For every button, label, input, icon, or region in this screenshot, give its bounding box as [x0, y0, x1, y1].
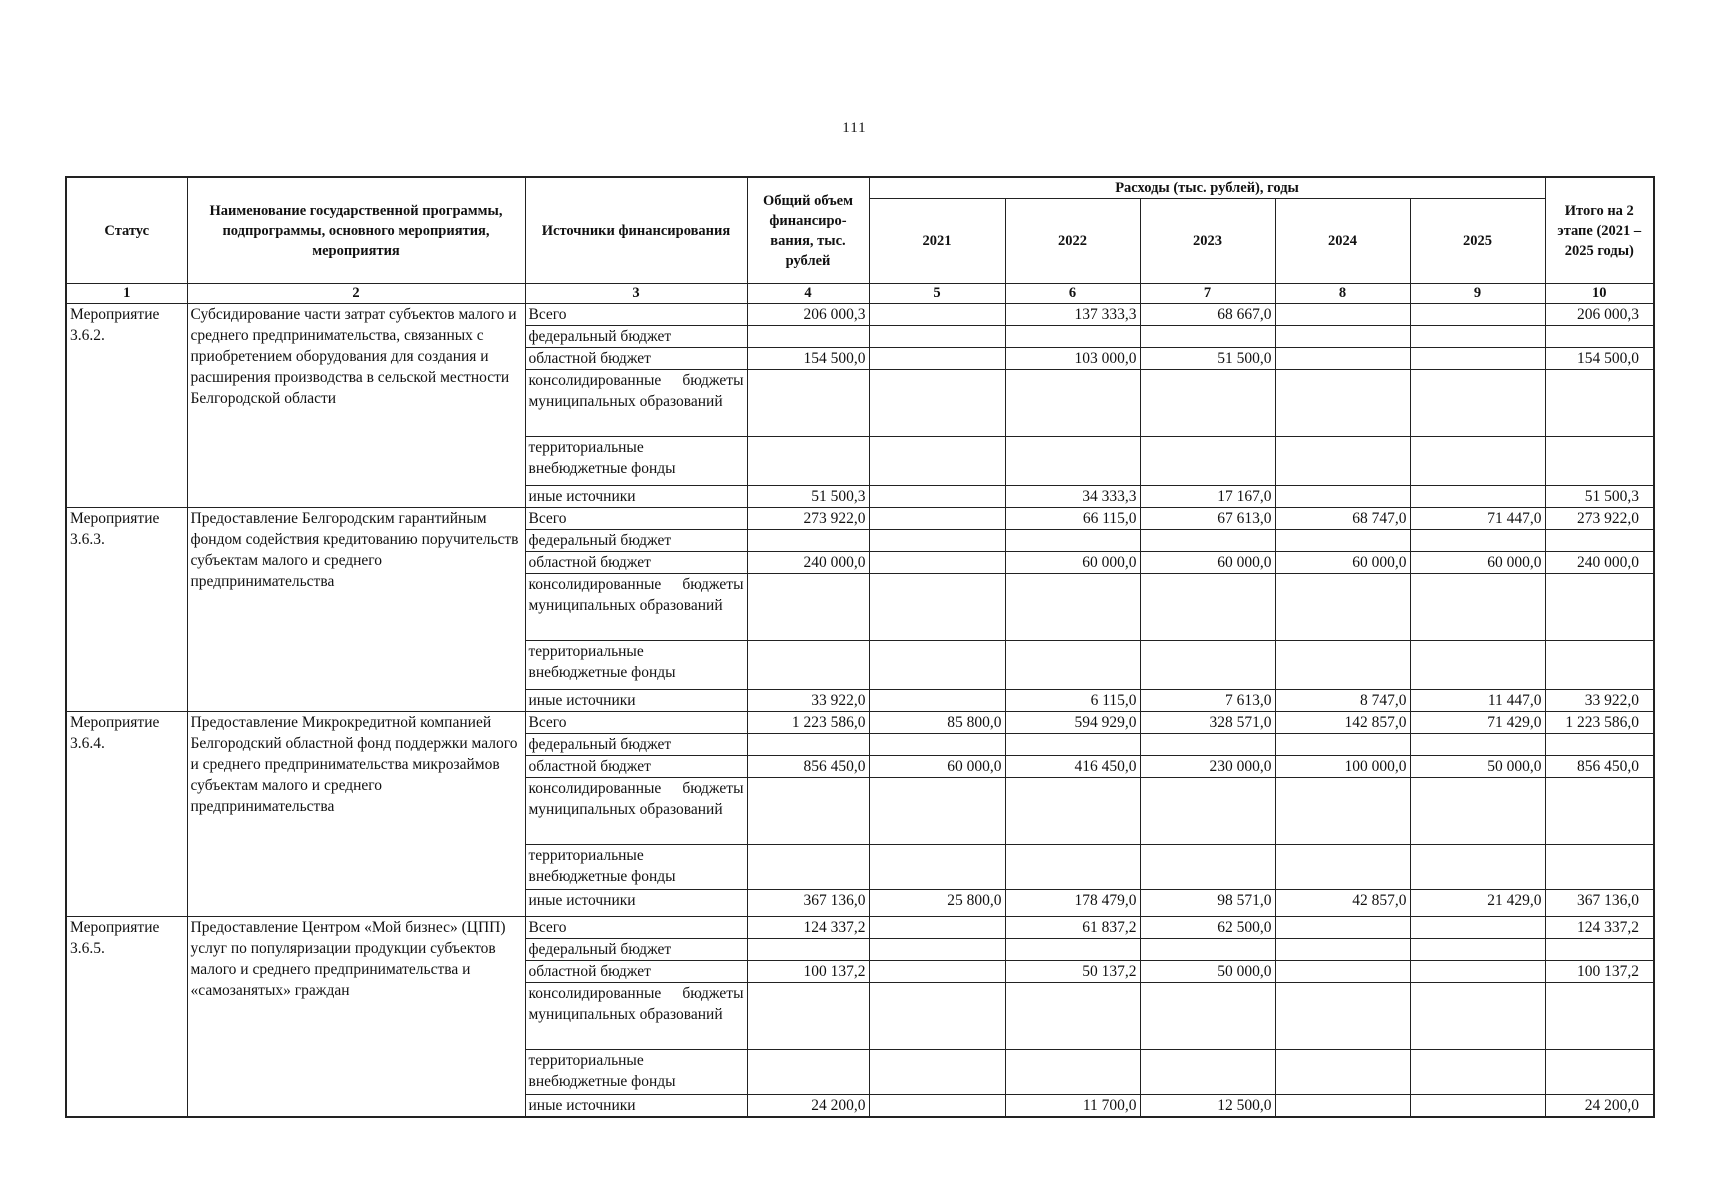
amount-cell — [1545, 437, 1654, 486]
amount-cell: 8 747,0 — [1275, 690, 1410, 712]
amount-cell — [869, 326, 1005, 348]
amount-cell — [1545, 574, 1654, 641]
amount-cell: 85 800,0 — [869, 712, 1005, 734]
column-numbers-row — [66, 284, 1654, 304]
funding-source-label: Всего — [525, 712, 747, 734]
amount-cell: 68 747,0 — [1275, 508, 1410, 530]
amount-cell — [1275, 917, 1410, 939]
table-row — [66, 508, 1654, 530]
table-row — [66, 304, 1654, 326]
amount-cell — [1275, 348, 1410, 370]
amount-cell — [869, 690, 1005, 712]
funding-source-label: областной бюджет — [525, 961, 747, 983]
header-year: 2021 — [869, 199, 1005, 284]
amount-cell: 51 500,3 — [747, 486, 869, 508]
amount-cell: 62 500,0 — [1140, 917, 1275, 939]
funding-source-label: территориальные внебюджетные фонды — [525, 641, 747, 690]
funding-source-label: Всего — [525, 508, 747, 530]
amount-cell: 154 500,0 — [1545, 348, 1654, 370]
header-expenses: Расходы (тыс. рублей), годы — [869, 177, 1545, 199]
amount-cell — [869, 961, 1005, 983]
amount-cell — [1410, 486, 1545, 508]
header-itogo: Итого на 2 этапе (2021 – 2025 годы) — [1545, 177, 1654, 284]
table-row — [66, 712, 1654, 734]
amount-cell: 273 922,0 — [1545, 508, 1654, 530]
amount-cell — [1275, 326, 1410, 348]
amount-cell — [869, 734, 1005, 756]
amount-cell — [1545, 530, 1654, 552]
amount-cell — [1410, 845, 1545, 890]
funding-source-label: консолидированные бюджеты муниципальных образований — [525, 778, 747, 845]
amount-cell — [747, 530, 869, 552]
amount-cell: 11 700,0 — [1005, 1095, 1140, 1118]
amount-cell: 61 837,2 — [1005, 917, 1140, 939]
funding-source-label: территориальные внебюджетные фонды — [525, 1050, 747, 1095]
amount-cell — [869, 508, 1005, 530]
amount-cell — [747, 734, 869, 756]
amount-cell — [1005, 734, 1140, 756]
amount-cell — [1005, 983, 1140, 1050]
measure-name: Предоставление Микрокредитной компанией Белгородский областной фонд поддержки малого и среднего предпринимательства микрозаймов субъектам малого и среднего предпринимательства — [187, 712, 525, 917]
funding-source-label: областной бюджет — [525, 552, 747, 574]
amount-cell — [869, 552, 1005, 574]
amount-cell — [869, 939, 1005, 961]
header-name: Наименование государственной программы, подпрограммы, основного мероприятия, мероприятия — [187, 177, 525, 284]
amount-cell — [747, 574, 869, 641]
amount-cell: 33 922,0 — [1545, 690, 1654, 712]
amount-cell — [1410, 574, 1545, 641]
amount-cell — [747, 370, 869, 437]
amount-cell: 240 000,0 — [747, 552, 869, 574]
amount-cell: 60 000,0 — [1140, 552, 1275, 574]
table-header — [66, 177, 1654, 304]
amount-cell — [1140, 939, 1275, 961]
amount-cell — [869, 641, 1005, 690]
amount-cell — [869, 486, 1005, 508]
amount-cell: 51 500,3 — [1545, 486, 1654, 508]
page-number: 111 — [842, 120, 867, 136]
amount-cell — [1140, 845, 1275, 890]
amount-cell: 12 500,0 — [1140, 1095, 1275, 1118]
amount-cell — [747, 939, 869, 961]
amount-cell: 42 857,0 — [1275, 890, 1410, 917]
amount-cell: 100 000,0 — [1275, 756, 1410, 778]
amount-cell — [1275, 1050, 1410, 1095]
measure-status: Мероприятие 3.6.4. — [66, 712, 187, 917]
amount-cell — [1005, 939, 1140, 961]
amount-cell — [1545, 326, 1654, 348]
amount-cell — [1140, 530, 1275, 552]
funding-source-label: иные источники — [525, 486, 747, 508]
funding-source-label: федеральный бюджет — [525, 734, 747, 756]
amount-cell: 100 137,2 — [1545, 961, 1654, 983]
amount-cell: 100 137,2 — [747, 961, 869, 983]
column-number: 1 — [66, 284, 187, 304]
amount-cell — [1275, 486, 1410, 508]
column-number: 4 — [747, 284, 869, 304]
amount-cell — [869, 437, 1005, 486]
amount-cell — [1410, 983, 1545, 1050]
funding-source-label: территориальные внебюджетные фонды — [525, 845, 747, 890]
header-status: Статус — [66, 177, 187, 284]
amount-cell: 60 000,0 — [1275, 552, 1410, 574]
amount-cell — [1545, 845, 1654, 890]
amount-cell — [1410, 1050, 1545, 1095]
amount-cell: 178 479,0 — [1005, 890, 1140, 917]
amount-cell: 24 200,0 — [1545, 1095, 1654, 1118]
header-year: 2024 — [1275, 199, 1410, 284]
column-number: 5 — [869, 284, 1005, 304]
amount-cell: 416 450,0 — [1005, 756, 1140, 778]
amount-cell — [1410, 370, 1545, 437]
column-number: 9 — [1410, 284, 1545, 304]
funding-source-label: областной бюджет — [525, 348, 747, 370]
amount-cell: 230 000,0 — [1140, 756, 1275, 778]
amount-cell — [1410, 326, 1545, 348]
amount-cell — [1275, 641, 1410, 690]
amount-cell: 33 922,0 — [747, 690, 869, 712]
amount-cell: 1 223 586,0 — [1545, 712, 1654, 734]
amount-cell — [1005, 326, 1140, 348]
amount-cell: 71 447,0 — [1410, 508, 1545, 530]
amount-cell: 51 500,0 — [1140, 348, 1275, 370]
amount-cell — [1545, 983, 1654, 1050]
amount-cell: 21 429,0 — [1410, 890, 1545, 917]
amount-cell — [1005, 574, 1140, 641]
funding-source-label: Всего — [525, 304, 747, 326]
amount-cell — [1410, 530, 1545, 552]
amount-cell — [747, 326, 869, 348]
amount-cell — [1140, 574, 1275, 641]
amount-cell — [1005, 370, 1140, 437]
amount-cell — [1410, 961, 1545, 983]
amount-cell: 17 167,0 — [1140, 486, 1275, 508]
amount-cell: 103 000,0 — [1005, 348, 1140, 370]
amount-cell — [747, 845, 869, 890]
amount-cell: 240 000,0 — [1545, 552, 1654, 574]
amount-cell — [1275, 961, 1410, 983]
amount-cell — [747, 778, 869, 845]
amount-cell — [1005, 1050, 1140, 1095]
amount-cell: 25 800,0 — [869, 890, 1005, 917]
amount-cell — [1410, 437, 1545, 486]
header-sources: Источники финансирования — [525, 177, 747, 284]
amount-cell — [1275, 530, 1410, 552]
amount-cell — [1005, 845, 1140, 890]
funding-source-label: иные источники — [525, 690, 747, 712]
amount-cell — [1140, 437, 1275, 486]
amount-cell: 24 200,0 — [747, 1095, 869, 1118]
amount-cell — [869, 778, 1005, 845]
header-year: 2023 — [1140, 199, 1275, 284]
header-year: 2025 — [1410, 199, 1545, 284]
amount-cell: 60 000,0 — [1410, 552, 1545, 574]
amount-cell — [1275, 370, 1410, 437]
amount-cell — [1005, 530, 1140, 552]
column-number: 2 — [187, 284, 525, 304]
amount-cell: 71 429,0 — [1410, 712, 1545, 734]
header-year: 2022 — [1005, 199, 1140, 284]
amount-cell — [869, 574, 1005, 641]
amount-cell: 60 000,0 — [1005, 552, 1140, 574]
amount-cell — [1140, 370, 1275, 437]
measure-status: Мероприятие 3.6.5. — [66, 917, 187, 1118]
column-number: 3 — [525, 284, 747, 304]
amount-cell: 856 450,0 — [747, 756, 869, 778]
amount-cell: 11 447,0 — [1410, 690, 1545, 712]
funding-source-label: иные источники — [525, 890, 747, 917]
amount-cell — [1410, 1095, 1545, 1118]
amount-cell — [1410, 304, 1545, 326]
amount-cell — [1275, 939, 1410, 961]
amount-cell: 1 223 586,0 — [747, 712, 869, 734]
amount-cell — [1410, 348, 1545, 370]
amount-cell: 142 857,0 — [1275, 712, 1410, 734]
amount-cell — [869, 370, 1005, 437]
table-row — [66, 917, 1654, 939]
funding-source-label: федеральный бюджет — [525, 939, 747, 961]
amount-cell — [1275, 983, 1410, 1050]
amount-cell — [747, 1050, 869, 1095]
amount-cell — [1410, 778, 1545, 845]
amount-cell — [869, 1095, 1005, 1118]
amount-cell — [1005, 437, 1140, 486]
amount-cell — [1140, 778, 1275, 845]
amount-cell — [1140, 734, 1275, 756]
amount-cell — [1545, 1050, 1654, 1095]
amount-cell — [1275, 304, 1410, 326]
amount-cell: 856 450,0 — [1545, 756, 1654, 778]
amount-cell — [869, 348, 1005, 370]
amount-cell — [1005, 641, 1140, 690]
amount-cell — [1545, 641, 1654, 690]
measure-name: Предоставление Белгородским гарантийным фондом содействия кредитованию поручительств субъектам малого и среднего предпринимательства — [187, 508, 525, 712]
funding-source-label: Всего — [525, 917, 747, 939]
amount-cell — [1410, 939, 1545, 961]
funding-source-label: федеральный бюджет — [525, 530, 747, 552]
amount-cell — [1140, 641, 1275, 690]
funding-source-label: консолидированные бюджеты муниципальных образований — [525, 574, 747, 641]
amount-cell — [1275, 734, 1410, 756]
header-total-volume: Общий объем финансиро-вания, тыс. рублей — [747, 177, 869, 284]
table-body — [66, 304, 1654, 1118]
amount-cell: 50 000,0 — [1410, 756, 1545, 778]
measure-status: Мероприятие 3.6.3. — [66, 508, 187, 712]
amount-cell: 367 136,0 — [747, 890, 869, 917]
amount-cell — [1005, 778, 1140, 845]
amount-cell — [869, 304, 1005, 326]
funding-source-label: федеральный бюджет — [525, 326, 747, 348]
amount-cell — [1410, 641, 1545, 690]
amount-cell — [1140, 326, 1275, 348]
measure-name: Субсидирование части затрат субъектов малого и среднего предпринимательства, связанных с приобретением оборудования для создания и расширения производства в сельской местности Белгородской области — [187, 304, 525, 508]
amount-cell — [869, 1050, 1005, 1095]
amount-cell: 154 500,0 — [747, 348, 869, 370]
amount-cell: 68 667,0 — [1140, 304, 1275, 326]
amount-cell — [1545, 734, 1654, 756]
funding-source-label: консолидированные бюджеты муниципальных образований — [525, 370, 747, 437]
funding-source-label: территориальные внебюджетные фонды — [525, 437, 747, 486]
amount-cell — [1275, 845, 1410, 890]
amount-cell — [1275, 778, 1410, 845]
amount-cell — [1410, 734, 1545, 756]
amount-cell — [1410, 917, 1545, 939]
measure-name: Предоставление Центром «Мой бизнес» (ЦПП) услуг по популяризации продукции субъектов малого и среднего предпринимательства и «самозанятых» граждан — [187, 917, 525, 1118]
amount-cell — [1275, 1095, 1410, 1118]
funding-source-label: иные источники — [525, 1095, 747, 1118]
amount-cell: 328 571,0 — [1140, 712, 1275, 734]
amount-cell — [1275, 437, 1410, 486]
amount-cell — [1545, 370, 1654, 437]
financing-table — [65, 176, 1655, 1118]
amount-cell: 98 571,0 — [1140, 890, 1275, 917]
amount-cell: 124 337,2 — [747, 917, 869, 939]
amount-cell: 67 613,0 — [1140, 508, 1275, 530]
amount-cell: 66 115,0 — [1005, 508, 1140, 530]
amount-cell: 206 000,3 — [747, 304, 869, 326]
amount-cell: 273 922,0 — [747, 508, 869, 530]
amount-cell — [747, 983, 869, 1050]
amount-cell: 367 136,0 — [1545, 890, 1654, 917]
amount-cell — [747, 641, 869, 690]
amount-cell: 137 333,3 — [1005, 304, 1140, 326]
column-number: 10 — [1545, 284, 1654, 304]
amount-cell: 50 000,0 — [1140, 961, 1275, 983]
funding-source-label: консолидированные бюджеты муниципальных образований — [525, 983, 747, 1050]
amount-cell — [869, 917, 1005, 939]
amount-cell — [869, 530, 1005, 552]
amount-cell — [1545, 939, 1654, 961]
column-number: 6 — [1005, 284, 1140, 304]
amount-cell — [1275, 574, 1410, 641]
amount-cell: 60 000,0 — [869, 756, 1005, 778]
funding-source-label: областной бюджет — [525, 756, 747, 778]
amount-cell: 206 000,3 — [1545, 304, 1654, 326]
amount-cell — [869, 845, 1005, 890]
amount-cell — [747, 437, 869, 486]
amount-cell — [1545, 778, 1654, 845]
amount-cell — [869, 983, 1005, 1050]
amount-cell: 124 337,2 — [1545, 917, 1654, 939]
column-number: 8 — [1275, 284, 1410, 304]
amount-cell — [1140, 1050, 1275, 1095]
column-number: 7 — [1140, 284, 1275, 304]
amount-cell — [1140, 983, 1275, 1050]
amount-cell: 34 333,3 — [1005, 486, 1140, 508]
amount-cell: 50 137,2 — [1005, 961, 1140, 983]
amount-cell: 6 115,0 — [1005, 690, 1140, 712]
amount-cell: 594 929,0 — [1005, 712, 1140, 734]
amount-cell: 7 613,0 — [1140, 690, 1275, 712]
measure-status: Мероприятие 3.6.2. — [66, 304, 187, 508]
